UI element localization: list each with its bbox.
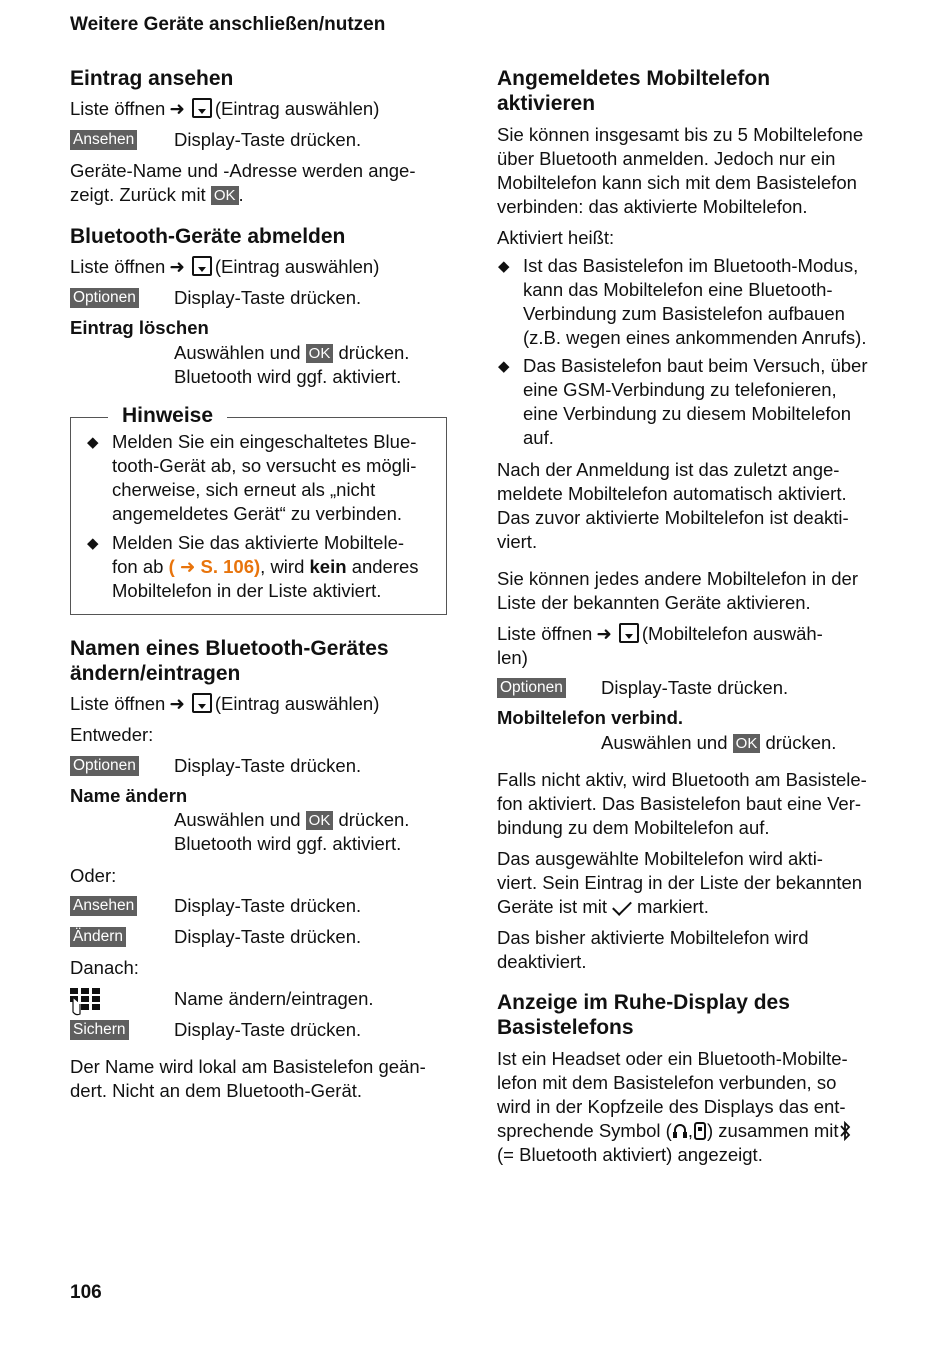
checkmark-icon <box>612 896 632 916</box>
paragraph-line: (= Bluetooth aktiviert) angezeigt. <box>497 1144 763 1165</box>
instruction-line: Liste öffnen ➜ (Eintrag auswählen) <box>70 693 380 714</box>
key-description: Display-Taste drücken. <box>601 677 789 698</box>
softkey-optionen[interactable]: Optionen <box>497 678 566 698</box>
page-number: 106 <box>70 1282 102 1303</box>
paragraph-line: Aktiviert heißt: <box>497 227 615 248</box>
instruction-line: Liste öffnen ➜ (Eintrag auswählen) <box>70 256 380 277</box>
paragraph-line: Das bisher aktivierte Mobiltelefon wird <box>497 927 809 948</box>
paragraph-line: Sie können jedes andere Mobiltelefon in der <box>497 568 858 589</box>
diamond-bullet-icon: ◆ <box>498 358 510 375</box>
note-line: Melden Sie ein eingeschaltetes Blue- <box>112 431 417 452</box>
paragraph-line: wird in der Kopfzeile des Displays das ent- <box>497 1096 846 1117</box>
section-title-eintrag-ansehen: Eintrag ansehen <box>70 67 234 90</box>
paragraph-line: meldete Mobiltelefon automatisch aktiviert. <box>497 483 847 504</box>
menu-entry-name-aendern: Name ändern <box>70 785 188 806</box>
note-line: Melden Sie das aktivierte Mobiltele- <box>112 532 405 553</box>
softkey-optionen[interactable]: Optionen <box>70 288 139 308</box>
ok-key[interactable]: OK <box>306 344 334 363</box>
softkey-ansehen[interactable]: Ansehen <box>70 896 137 916</box>
mobile-phone-icon <box>693 1122 707 1140</box>
instruction-line: Liste öffnen ➜ (Mobiltelefon auswäh- <box>497 623 823 644</box>
section-title-aktivieren-2: aktivieren <box>497 92 596 115</box>
keypad-icon <box>70 988 102 1016</box>
paragraph-line: Mobiltelefon kann sich mit dem Basistelefon <box>497 172 857 193</box>
ok-key[interactable]: OK <box>306 811 334 830</box>
instruction-line: Auswählen und OK drücken. <box>174 809 410 830</box>
section-title-abmelden: Bluetooth-Geräte abmelden <box>70 225 346 248</box>
section-title-aktivieren: Angemeldetes Mobiltelefon <box>497 67 771 90</box>
softkey-ansehen[interactable]: Ansehen <box>70 130 137 150</box>
softkey-optionen[interactable]: Optionen <box>70 756 139 776</box>
diamond-bullet-icon: ◆ <box>498 258 510 275</box>
diamond-bullet-icon: ◆ <box>87 434 99 451</box>
note-line: tooth-Gerät ab, so versucht es mögli- <box>112 455 417 476</box>
instruction-line: Bluetooth wird ggf. aktiviert. <box>174 833 402 854</box>
page-reference-link[interactable]: ( ➜ S. 106) <box>168 556 261 577</box>
bluetooth-icon <box>839 1121 851 1141</box>
section-title-namen-aendern: Namen eines Bluetooth-Gerätes <box>70 637 389 660</box>
note-line: fon ab ( ➜ S. 106), wird kein anderes <box>112 556 419 577</box>
key-description: Display-Taste drücken. <box>174 926 362 947</box>
headset-icon <box>672 1122 688 1140</box>
paragraph-line: sprechende Symbol ( , ) zusammen mit <box>497 1119 851 1143</box>
instruction-line: Bluetooth wird ggf. aktiviert. <box>174 366 402 387</box>
paragraph-line: Geräte-Name und -Adresse werden ange- <box>70 160 416 181</box>
paragraph-line: lefon mit dem Basistelefon verbunden, so <box>497 1072 837 1093</box>
notes-title: Hinweise <box>108 403 227 429</box>
note-line: cherweise, sich erneut als „nicht <box>112 479 376 500</box>
instruction-line: Auswählen und OK drücken. <box>601 732 837 753</box>
bullet-line: Das Basistelefon baut beim Versuch, über <box>523 355 868 376</box>
ok-key[interactable]: OK <box>733 734 761 753</box>
menu-entry-eintrag-loeschen: Eintrag löschen <box>70 317 209 338</box>
instruction-line <box>70 97 379 121</box>
arrow-icon: ➜ <box>596 623 612 644</box>
bullet-line: (z.B. wegen eines ankommenden Anrufs). <box>523 327 867 348</box>
key-description: Display-Taste drücken. <box>174 755 362 776</box>
note-line: Mobiltelefon in der Liste aktiviert. <box>112 580 382 601</box>
paragraph-line: bindung zu dem Mobiltelefon auf. <box>497 817 770 838</box>
list-entry-icon <box>192 256 212 276</box>
arrow-icon: ➜ <box>169 693 185 714</box>
instruction-line: len) <box>497 647 528 668</box>
paragraph-line: Nach der Anmeldung ist das zuletzt ange- <box>497 459 840 480</box>
bullet-line: eine Verbindung zu diesem Mobiltelefon <box>523 403 852 424</box>
paragraph-line: über Bluetooth anmelden. Jedoch nur ein <box>497 148 836 169</box>
list-entry-icon <box>619 623 639 643</box>
running-header: Weitere Geräte anschließen/nutzen <box>70 14 386 35</box>
paragraph-line: Liste der bekannten Geräte aktivieren. <box>497 592 811 613</box>
diamond-bullet-icon: ◆ <box>87 535 99 552</box>
paragraph-line: Geräte ist mit markiert. <box>497 896 709 917</box>
bullet-line: eine GSM-Verbindung zu telefonieren, <box>523 379 837 400</box>
paragraph-line: viert. <box>497 531 538 552</box>
ok-key[interactable]: OK <box>211 186 239 205</box>
label-danach: Danach: <box>70 957 139 978</box>
key-description: Display-Taste drücken. <box>174 895 362 916</box>
section-title-namen-aendern-2: ändern/eintragen <box>70 662 241 685</box>
paragraph-line: Sie können insgesamt bis zu 5 Mobiltelefone <box>497 124 864 145</box>
paragraph-line: Das zuvor aktivierte Mobiltelefon ist deakti- <box>497 507 849 528</box>
key-description: Name ändern/eintragen. <box>174 988 374 1009</box>
section-title-ruhe-display: Anzeige im Ruhe-Display des <box>497 991 790 1014</box>
paragraph-line: Der Name wird lokal am Basistelefon geän- <box>70 1056 426 1077</box>
paragraph-line: Das ausgewählte Mobiltelefon wird akti- <box>497 848 823 869</box>
bullet-line: Ist das Basistelefon im Bluetooth-Modus, <box>523 255 859 276</box>
key-description: Display-Taste drücken. <box>174 1019 362 1040</box>
bullet-line: auf. <box>523 427 554 448</box>
paragraph-line: Falls nicht aktiv, wird Bluetooth am Basistele- <box>497 769 867 790</box>
bullet-line: kann das Mobiltelefon eine Bluetooth- <box>523 279 833 300</box>
softkey-aendern[interactable]: Ändern <box>70 927 126 947</box>
paragraph-line: zeigt. Zurück mit OK . <box>70 184 244 205</box>
paragraph-line: viert. Sein Eintrag in der Liste der bekannten <box>497 872 863 893</box>
list-entry-icon <box>192 693 212 713</box>
paragraph-line: dert. Nicht an dem Bluetooth-Gerät. <box>70 1080 363 1101</box>
softkey-sichern[interactable]: Sichern <box>70 1020 129 1040</box>
paragraph-line: deaktiviert. <box>497 951 587 972</box>
list-entry-icon <box>192 98 212 118</box>
section-title-ruhe-display-2: Basistelefons <box>497 1016 634 1039</box>
instruction-text: (Eintrag auswählen) <box>214 98 380 119</box>
instruction-text: Liste öffnen <box>70 98 166 119</box>
bullet-line: Verbindung zum Basistelefon aufbauen <box>523 303 845 324</box>
paragraph-line: fon aktiviert. Das Basistelefon baut eine Ver- <box>497 793 862 814</box>
key-description: Display-Taste drücken. <box>174 129 362 150</box>
label-oder: Oder: <box>70 865 117 886</box>
arrow-icon: ➜ <box>169 256 185 277</box>
arrow-icon: ➜ <box>169 98 185 119</box>
label-entweder: Entweder: <box>70 724 154 745</box>
paragraph-line: verbinden: das aktivierte Mobiltelefon. <box>497 196 808 217</box>
paragraph-line: Ist ein Headset oder ein Bluetooth-Mobilte- <box>497 1048 848 1069</box>
note-line: angemeldetes Gerät“ zu verbinden. <box>112 503 403 524</box>
instruction-line: Auswählen und OK drücken. <box>174 342 410 363</box>
key-description: Display-Taste drücken. <box>174 287 362 308</box>
menu-entry-mobiltelefon-verbind: Mobiltelefon verbind. <box>497 707 684 728</box>
